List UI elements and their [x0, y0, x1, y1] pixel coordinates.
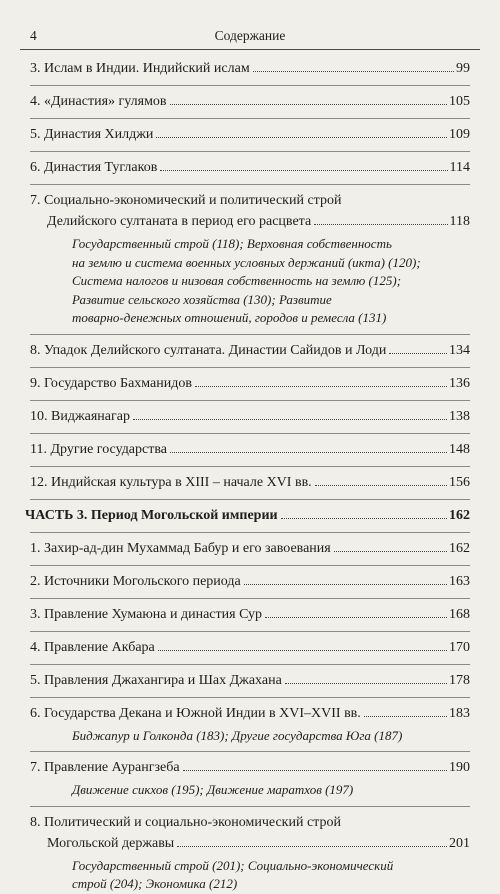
entry-subtopics [30, 857, 470, 894]
entry-title: Правление Акбара [44, 639, 155, 655]
dot-leader [315, 485, 447, 486]
subtopic-line: Государственный строй (118); Верховная собственность [72, 236, 392, 251]
entry-number: 7. [30, 760, 41, 775]
dot-leader [183, 770, 447, 771]
divider [30, 85, 470, 86]
divider [30, 598, 470, 599]
entry-page: 190 [449, 760, 470, 775]
entry-title: Виджаянагар [51, 408, 130, 424]
entry-page: 118 [449, 214, 470, 229]
divider [30, 697, 470, 698]
entry-title: Социально-экономический и политический строй [44, 193, 342, 208]
entry-page: 136 [449, 375, 470, 391]
divider [30, 118, 470, 119]
entry-number: 12. [30, 474, 48, 490]
entry-page: 183 [449, 705, 470, 721]
header-rule [20, 49, 480, 50]
entry-number: 4. [30, 94, 41, 109]
toc-entry-12[interactable] [30, 472, 470, 493]
entry-page: 134 [449, 342, 470, 358]
dot-leader [364, 716, 447, 717]
entry-title: Индийская культура в XIII – начале XVI вв. [51, 474, 312, 490]
entry-title: Правление Аурангзеба [44, 760, 180, 775]
entry-page: 170 [449, 639, 470, 655]
divider [30, 184, 470, 185]
divider [30, 466, 470, 467]
dot-leader [389, 353, 447, 354]
dot-leader [195, 386, 447, 387]
divider [30, 565, 470, 566]
entry-page: 201 [449, 835, 470, 851]
subtopic-line: товарно-денежных отношений, городов и ремесла (131) [72, 310, 387, 325]
toc-entry-11[interactable] [30, 439, 470, 460]
toc-chapter-8[interactable] [30, 812, 470, 894]
entry-title: Ислам в Индии. Индийский ислам [44, 61, 250, 76]
page-header [22, 28, 478, 46]
part-title: ЧАСТЬ 3. Период Могольской империи [25, 507, 278, 523]
entry-page: 168 [449, 606, 470, 622]
dot-leader [156, 137, 447, 138]
entry-subtopics [30, 781, 470, 800]
toc-entry-3[interactable] [30, 58, 470, 79]
dot-leader [253, 71, 454, 72]
entry-title: Государства Декана и Южной Индии в XVI–XVII вв. [44, 705, 361, 721]
dot-leader [314, 224, 447, 225]
entry-title: Династия Хилджи [44, 127, 154, 142]
dot-leader [281, 518, 447, 519]
entry-page: 156 [449, 474, 470, 490]
toc-entry-9[interactable] [30, 373, 470, 394]
entry-number: 2. [30, 573, 41, 589]
entry-title-cont: Могольской державы [47, 835, 175, 851]
toc-chapter-6[interactable] [30, 703, 470, 746]
divider [30, 151, 470, 152]
entry-title: Правление Хумаюна и династия Сур [44, 606, 263, 622]
entry-title: Захир-ад-дин Мухаммад Бабур и его завоевания [44, 540, 331, 556]
entry-number: 8. [30, 342, 41, 358]
divider [30, 499, 470, 500]
divider [30, 400, 470, 401]
toc-part-3[interactable] [25, 505, 470, 526]
entry-number: 3. [30, 61, 41, 76]
entry-number: 9. [30, 375, 41, 391]
entry-number: 11. [30, 441, 47, 457]
toc-chapter-5[interactable] [30, 670, 470, 691]
divider [30, 664, 470, 665]
entry-title: Упадок Делийского султаната. Династии Сайидов и Лоди [44, 342, 387, 358]
divider [30, 751, 470, 752]
entry-title: Другие государства [50, 441, 167, 457]
entry-page: 138 [449, 408, 470, 424]
entry-page: 114 [449, 160, 470, 175]
entry-page: 178 [449, 672, 470, 688]
toc-entry-4[interactable] [30, 91, 470, 112]
page-number: 4 [30, 28, 37, 43]
entry-number: 1. [30, 540, 41, 556]
entry-page: 148 [449, 441, 470, 457]
subtopic-line: Биджапур и Голконда (183); Другие государства Юга (187) [72, 727, 403, 743]
dot-leader [133, 419, 447, 420]
toc-chapter-1[interactable] [30, 538, 470, 559]
entry-title: Правления Джахангира и Шах Джахана [44, 672, 282, 688]
entry-number: 6. [30, 160, 41, 175]
dot-leader [244, 584, 447, 585]
subtopic-line: на землю и система военных условных держаний (икта) (120); [72, 254, 421, 270]
subtopic-line: Система налогов и низовая собственность на землю (125); [72, 273, 402, 288]
entry-title: Династия Туглаков [44, 160, 158, 175]
table-of-contents [25, 58, 470, 894]
divider [30, 631, 470, 632]
entry-title: «Династия» гулямов [44, 94, 167, 109]
entry-title: Государство Бахманидов [44, 375, 192, 391]
entry-number: 6. [30, 705, 41, 721]
entry-page: 162 [449, 540, 470, 556]
entry-number: 5. [30, 127, 41, 142]
entry-number: 7. [30, 193, 41, 208]
entry-page: 163 [449, 573, 470, 589]
divider [30, 532, 470, 533]
entry-subtopics [30, 235, 470, 328]
entry-page: 109 [449, 127, 470, 142]
dot-leader [177, 846, 447, 847]
toc-entry-7[interactable] [30, 190, 470, 328]
entry-title-cont: Делийского султаната в период его расцвета [47, 214, 312, 229]
entry-number: 5. [30, 672, 41, 688]
dot-leader [170, 452, 447, 453]
dot-leader [265, 617, 447, 618]
divider [30, 806, 470, 807]
entry-number: 10. [30, 408, 48, 424]
dot-leader [285, 683, 447, 684]
entry-number: 4. [30, 639, 41, 655]
entry-number: 3. [30, 606, 41, 622]
subtopic-line: строй (204); Экономика (212) [72, 876, 238, 891]
toc-entry-10[interactable] [30, 406, 470, 427]
divider [30, 334, 470, 335]
entry-subtopics [30, 727, 470, 746]
subtopic-line: Государственный строй (201); Социально-экономический [72, 857, 394, 873]
toc-entry-8[interactable] [30, 340, 470, 361]
subtopic-line: Движение сикхов (195); Движение маратхов (197) [72, 782, 354, 797]
running-title: Содержание [214, 28, 286, 43]
toc-chapter-2[interactable] [30, 571, 470, 592]
toc-chapter-4[interactable] [30, 637, 470, 658]
part-page: 162 [449, 507, 470, 523]
toc-chapter-7[interactable] [30, 757, 470, 800]
toc-entry-6[interactable] [30, 157, 470, 178]
toc-chapter-3[interactable] [30, 604, 470, 625]
dot-leader [158, 650, 447, 651]
toc-entry-5[interactable] [30, 124, 470, 145]
entry-page: 105 [449, 94, 470, 109]
dot-leader [170, 104, 447, 105]
entry-title: Политический и социально-экономический строй [44, 814, 341, 830]
entry-page: 99 [456, 61, 470, 76]
dot-leader [334, 551, 447, 552]
dot-leader [160, 170, 447, 171]
divider [30, 433, 470, 434]
entry-title: Источники Могольского периода [44, 573, 241, 589]
divider [30, 367, 470, 368]
entry-number: 8. [30, 814, 41, 830]
subtopic-line: Развитие сельского хозяйства (130); Развитие [72, 291, 332, 307]
